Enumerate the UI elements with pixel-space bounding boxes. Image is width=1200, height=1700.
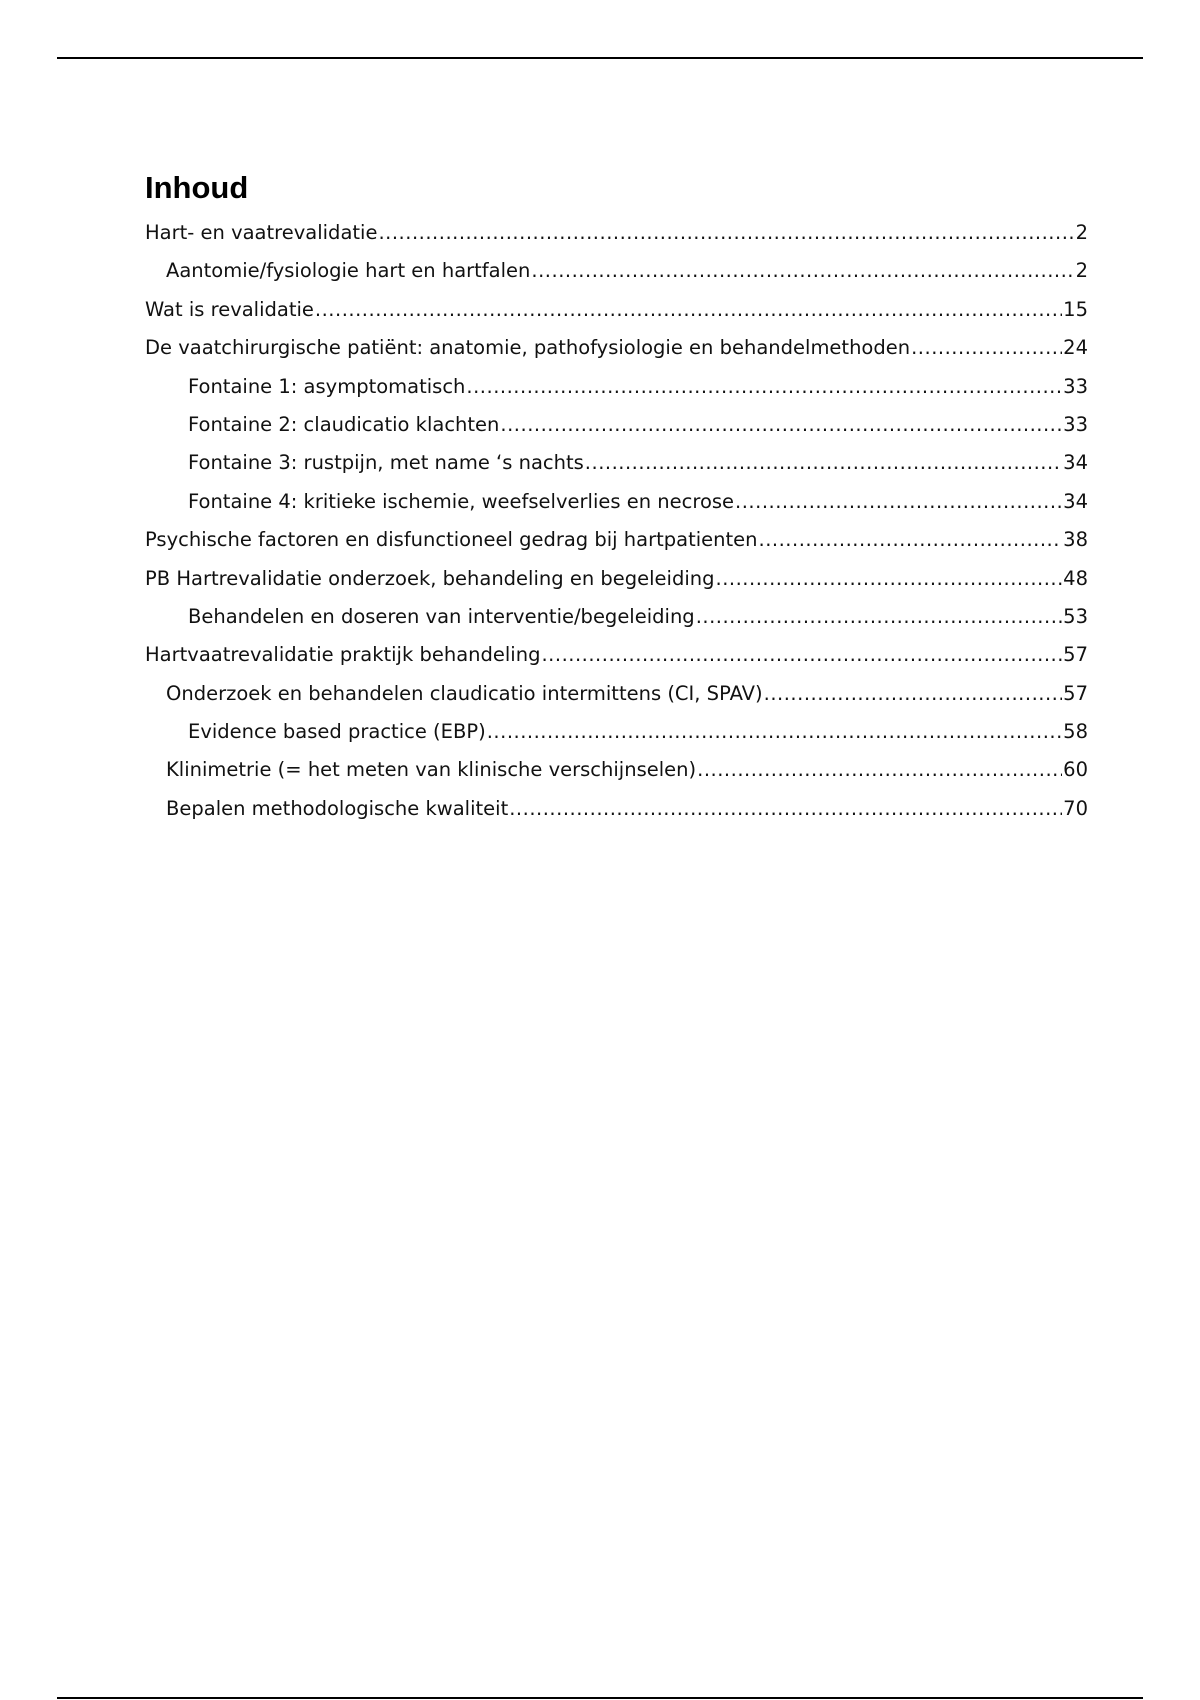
toc-entry[interactable] (145, 329, 1088, 367)
toc-entry-text: Bepalen methodologische kwaliteit (166, 796, 509, 820)
toc-entry[interactable] (145, 406, 1088, 444)
toc-entry-text: Wat is revalidatie (145, 297, 314, 321)
toc-entry[interactable] (145, 252, 1088, 290)
toc-entry[interactable] (145, 636, 1088, 674)
toc-leader-dots (466, 368, 1062, 406)
toc-entry-text: Onderzoek en behandelen claudicatio intermittens (CI, SPAV) (166, 681, 763, 705)
toc-entry[interactable] (145, 483, 1088, 521)
toc-entry[interactable] (145, 751, 1088, 789)
toc-entry-page: 33 (1063, 412, 1088, 436)
toc-entry-page: 2 (1075, 221, 1088, 244)
toc-leader-dots (716, 560, 1063, 598)
toc-entry-text: Klinimetrie (= het meten van klinische verschijnselen) (166, 758, 697, 782)
toc-entry-text: Aantomie/fysiologie hart en hartfalen (166, 259, 531, 283)
toc-entry[interactable] (145, 560, 1088, 598)
toc-entry-page: 38 (1063, 528, 1088, 552)
toc-entry[interactable] (145, 521, 1088, 559)
toc-entry-page: 58 (1063, 720, 1088, 744)
toc-leader-dots (378, 214, 1074, 252)
toc-entry-text: PB Hartrevalidatie onderzoek, behandeling en begeleiding (145, 566, 715, 590)
header-rule (57, 57, 1143, 59)
toc-entry-page: 60 (1063, 758, 1088, 782)
toc-entry-text: Fontaine 2: claudicatio klachten (188, 412, 500, 436)
toc-entry-text: Hartvaatrevalidatie praktijk behandeling (145, 643, 541, 667)
toc-entry[interactable] (145, 214, 1088, 252)
toc-entry-page: 24 (1063, 336, 1088, 360)
table-of-contents (145, 168, 1088, 828)
footer-rule (57, 1697, 1143, 1699)
toc-leader-dots (531, 252, 1074, 290)
toc-entry-text: Fontaine 3: rustpijn, met name ‘s nachts (188, 451, 584, 475)
toc-entry-text: Psychische factoren en disfunctioneel gedrag bij hartpatienten (145, 528, 758, 552)
toc-entry[interactable] (145, 368, 1088, 406)
toc-entry-text: Evidence based practice (EBP) (188, 720, 486, 744)
toc-entry[interactable] (145, 598, 1088, 636)
toc-leader-dots (487, 713, 1062, 751)
toc-leader-dots (585, 444, 1062, 482)
toc-entry-text: Fontaine 1: asymptomatisch (188, 374, 466, 398)
toc-entry[interactable] (145, 790, 1088, 828)
toc-entry[interactable] (145, 713, 1088, 751)
toc-entry-page: 57 (1063, 681, 1088, 705)
toc-entry[interactable] (145, 291, 1088, 329)
toc-entry[interactable] (145, 444, 1088, 482)
toc-leader-dots (735, 483, 1062, 521)
toc-leader-dots (697, 751, 1062, 789)
toc-leader-dots (509, 790, 1062, 828)
toc-entry-page: 57 (1063, 643, 1088, 667)
toc-leader-dots (764, 675, 1063, 713)
toc-entry-page: 70 (1063, 796, 1088, 820)
toc-entry-text: Behandelen en doseren van interventie/begeleiding (188, 604, 695, 628)
toc-entry-page: 34 (1063, 451, 1088, 475)
toc-entry-text: Hart- en vaatrevalidatie (145, 221, 378, 244)
toc-entry-text: De vaatchirurgische patiënt: anatomie, pathofysiologie en behandelmethoden (145, 336, 911, 360)
toc-leader-dots (911, 329, 1062, 367)
toc-leader-dots (500, 406, 1062, 444)
toc-entry-page: 48 (1063, 566, 1088, 590)
toc-entry-text: Fontaine 4: kritieke ischemie, weefselverlies en necrose (188, 489, 735, 513)
toc-leader-dots (541, 636, 1062, 674)
toc-entry-page: 15 (1063, 297, 1088, 321)
toc-leader-dots (315, 291, 1062, 329)
toc-leader-dots (759, 521, 1063, 559)
toc-entry-page: 2 (1075, 259, 1088, 283)
toc-entry-page: 34 (1063, 489, 1088, 513)
toc-entry-page: 53 (1063, 604, 1088, 628)
toc-entry-page: 33 (1063, 374, 1088, 398)
toc-entry[interactable] (145, 675, 1088, 713)
toc-heading: Inhoud (145, 170, 249, 205)
toc-leader-dots (696, 598, 1062, 636)
